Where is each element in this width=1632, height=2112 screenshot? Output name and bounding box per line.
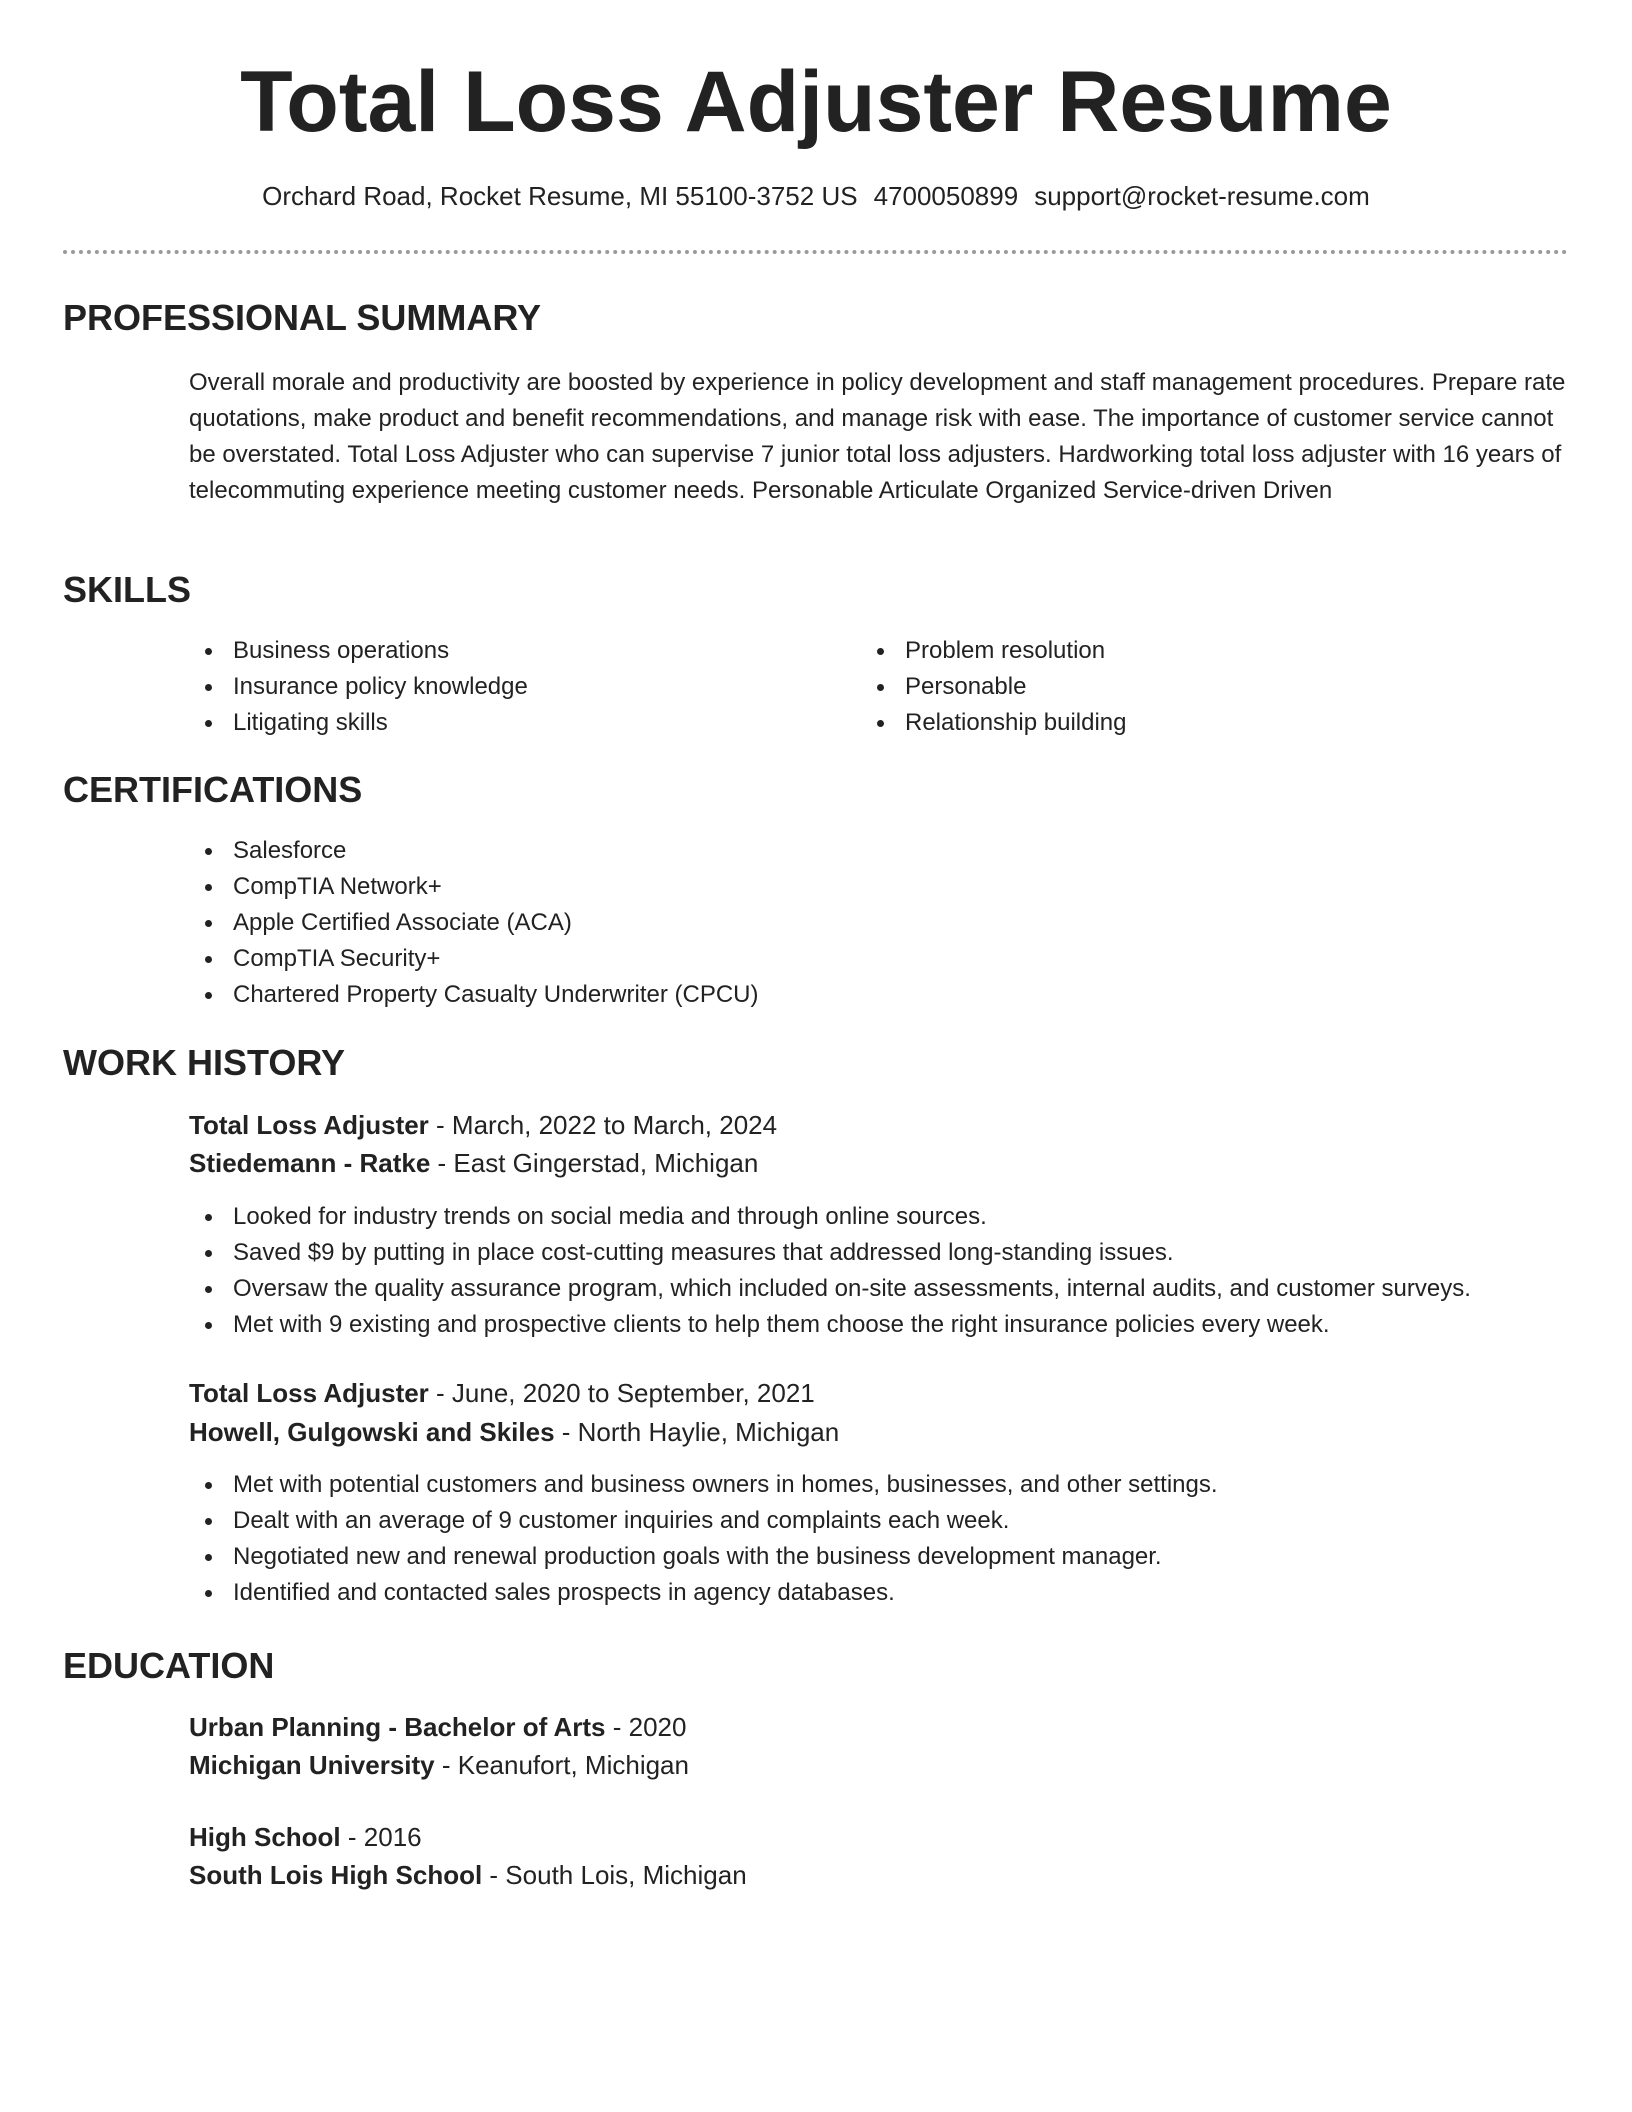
certification-item: Chartered Property Casualty Underwriter (CPCU) — [189, 977, 759, 1013]
job-role: Total Loss Adjuster — [189, 1110, 429, 1140]
contact-address: Orchard Road, Rocket Resume, MI 55100-3752 US — [262, 181, 858, 211]
contact-phone: 4700050899 — [873, 181, 1019, 211]
contact-email: support@rocket-resume.com — [1034, 181, 1370, 211]
job-location: - East Gingerstad, Michigan — [430, 1148, 759, 1178]
contact-info — [0, 180, 1632, 214]
job-bullet: Met with potential customers and business owners in homes, businesses, and other settings. — [189, 1467, 1218, 1503]
education-school: South Lois High School — [189, 1860, 483, 1890]
job-bullet: Dealt with an average of 9 customer inquiries and complaints each week. — [189, 1503, 1218, 1539]
certification-item: CompTIA Security+ — [189, 941, 759, 977]
summary-text: Overall morale and productivity are boosted by experience in policy development and staff management procedures. Prepare rate quotations, make product and benefit recommendations, and manage risk with ease. The importance of customer service cannot be overstated. Total Loss Adjuster who can supervise 7 junior total loss adjusters. Hardworking total loss adjuster with 16 years of telecommuting experience meeting customer needs. Personable Articulate Organized Service-driven Driven — [189, 369, 1566, 504]
job-title-line — [189, 1106, 777, 1144]
job-company-line — [189, 1413, 839, 1451]
education-heading: EDUCATION — [63, 1645, 275, 1686]
education-degree: Urban Planning - Bachelor of Arts — [189, 1712, 606, 1742]
work-history-heading: WORK HISTORY — [63, 1042, 346, 1083]
job-company: Howell, Gulgowski and Skiles — [189, 1417, 555, 1447]
job-dates: - June, 2020 to September, 2021 — [428, 1378, 815, 1408]
education-school-line — [189, 1856, 747, 1894]
skills-list-left — [189, 633, 528, 741]
certification-item: Apple Certified Associate (ACA) — [189, 905, 759, 941]
education-year: - 2016 — [340, 1822, 422, 1852]
job-bullet: Oversaw the quality assurance program, which included on-site assessments, internal audits, and customer surveys. — [189, 1271, 1471, 1307]
job-role: Total Loss Adjuster — [189, 1378, 429, 1408]
job-title-line — [189, 1374, 815, 1412]
certification-item: Salesforce — [189, 833, 759, 869]
skill-item: Business operations — [189, 633, 528, 669]
education-degree: High School — [189, 1822, 341, 1852]
skills-heading: SKILLS — [63, 569, 192, 610]
job-bullet: Saved $9 by putting in place cost-cutting measures that addressed long-standing issues. — [189, 1235, 1471, 1271]
education-school-line — [189, 1746, 689, 1784]
job-company-line — [189, 1144, 758, 1182]
job-bullet: Looked for industry trends on social media and through online sources. — [189, 1199, 1471, 1235]
skill-item: Problem resolution — [861, 633, 1126, 669]
job-bullet: Met with 9 existing and prospective clients to help them choose the right insurance policies every week. — [189, 1307, 1471, 1343]
education-location: - South Lois, Michigan — [482, 1860, 747, 1890]
job-bullets — [189, 1467, 1218, 1611]
skill-item: Personable — [861, 669, 1126, 705]
education-year: - 2020 — [605, 1712, 687, 1742]
certification-item: CompTIA Network+ — [189, 869, 759, 905]
header-divider — [63, 250, 1568, 254]
summary-heading: PROFESSIONAL SUMMARY — [63, 297, 542, 338]
resume-title: Total Loss Adjuster Resume — [240, 54, 1392, 150]
job-dates: - March, 2022 to March, 2024 — [428, 1110, 778, 1140]
certifications-list — [189, 833, 759, 1013]
job-company: Stiedemann - Ratke — [189, 1148, 431, 1178]
skill-item: Litigating skills — [189, 705, 528, 741]
skills-list-right — [861, 633, 1126, 741]
job-bullets — [189, 1199, 1471, 1343]
skill-item: Insurance policy knowledge — [189, 669, 528, 705]
certifications-heading: CERTIFICATIONS — [63, 769, 363, 810]
skill-item: Relationship building — [861, 705, 1126, 741]
education-location: - Keanufort, Michigan — [434, 1750, 689, 1780]
job-bullet: Identified and contacted sales prospects in agency databases. — [189, 1575, 1218, 1611]
education-school: Michigan University — [189, 1750, 435, 1780]
job-bullet: Negotiated new and renewal production goals with the business development manager. — [189, 1539, 1218, 1575]
education-degree-line — [189, 1818, 422, 1856]
education-degree-line — [189, 1708, 686, 1746]
job-location: - North Haylie, Michigan — [554, 1417, 840, 1447]
